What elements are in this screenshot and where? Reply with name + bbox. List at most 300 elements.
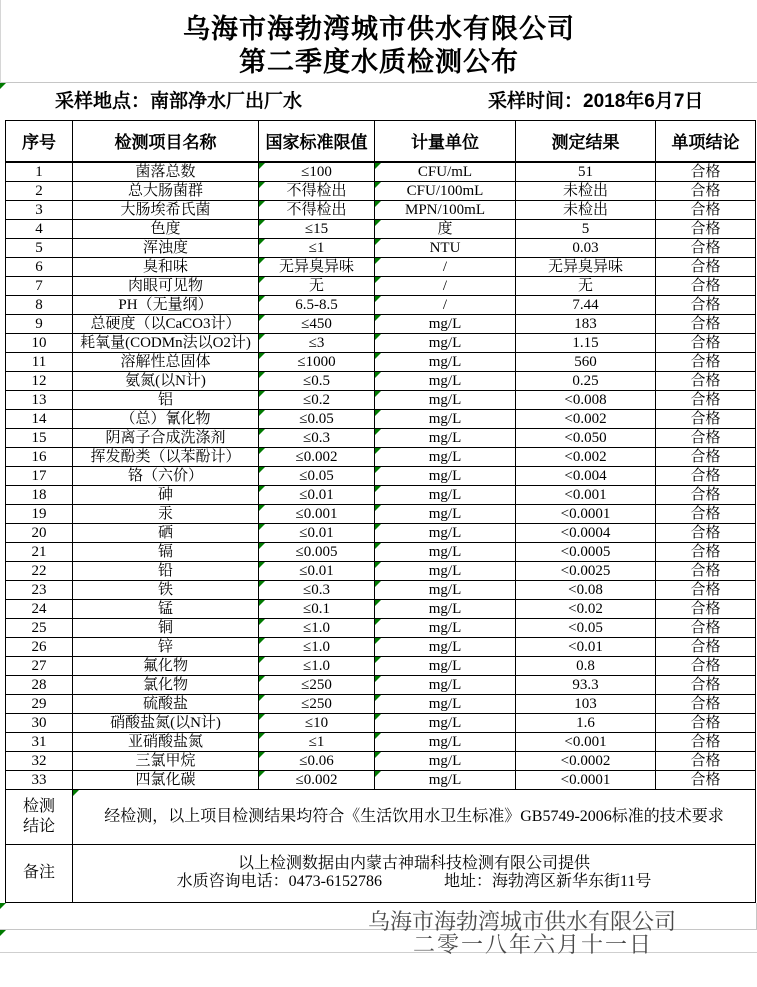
unit-value: mg/L — [428, 600, 462, 617]
cell-index: 13 — [6, 390, 73, 409]
cell-unit — [375, 352, 516, 371]
cell-conclusion: 合格 — [656, 314, 756, 333]
cell-standard-limit — [259, 504, 375, 523]
cell-index: 2 — [6, 181, 73, 200]
cell-indicator-icon — [375, 372, 381, 378]
table-row — [6, 656, 756, 675]
unit-value: mg/L — [428, 410, 462, 427]
cell-conclusion: 合格 — [656, 200, 756, 219]
cell-index: 17 — [6, 466, 73, 485]
cell-standard-limit — [259, 770, 375, 789]
cell-indicator-icon — [375, 581, 381, 587]
cell-index: 16 — [6, 447, 73, 466]
cell-indicator-icon — [375, 543, 381, 549]
unit-value: mg/L — [428, 733, 462, 750]
standard-limit-value: ≤0.01 — [299, 486, 334, 503]
table-row — [6, 314, 756, 333]
table-row — [6, 371, 756, 390]
cell-standard-limit — [259, 542, 375, 561]
cell-indicator-icon — [259, 258, 265, 264]
column-header-item-name: 检测项目名称 — [73, 121, 259, 162]
remark-address: 地址：海勃湾区新华东街11号 — [443, 873, 652, 890]
cell-index: 32 — [6, 751, 73, 770]
standard-limit-value: ≤0.002 — [295, 448, 338, 465]
table-row — [6, 333, 756, 352]
standard-limit-value: ≤3 — [308, 334, 325, 351]
cell-unit — [375, 637, 516, 656]
cell-indicator-icon — [0, 903, 6, 909]
cell-unit — [375, 409, 516, 428]
cell-indicator-icon — [375, 315, 381, 321]
unit-value: mg/L — [428, 391, 462, 408]
cell-index: 25 — [6, 618, 73, 637]
cell-indicator-icon — [259, 619, 265, 625]
standard-limit-value: ≤0.001 — [295, 505, 338, 522]
table-header — [6, 121, 756, 162]
cell-indicator-icon — [259, 182, 265, 188]
cell-indicator-icon — [375, 600, 381, 606]
cell-unit — [375, 390, 516, 409]
cell-indicator-icon — [375, 277, 381, 283]
unit-value: mg/L — [428, 429, 462, 446]
cell-unit — [375, 504, 516, 523]
cell-result: 7.44 — [516, 295, 656, 314]
cell-indicator-icon — [259, 220, 265, 226]
unit-value: mg/L — [428, 334, 462, 351]
cell-item-name: 铜 — [73, 618, 259, 637]
cell-indicator-icon — [73, 790, 79, 796]
cell-item-name: 总硬度（以CaCO3计） — [73, 314, 259, 333]
column-header-index: 序号 — [6, 121, 73, 162]
table-row — [6, 447, 756, 466]
table-row — [6, 732, 756, 751]
cell-indicator-icon — [259, 524, 265, 530]
standard-limit-value: ≤0.5 — [303, 372, 330, 389]
cell-indicator-icon — [0, 930, 6, 936]
cell-conclusion: 合格 — [656, 542, 756, 561]
standard-limit-value: ≤0.01 — [299, 562, 334, 579]
cell-result: 无异臭异味 — [516, 257, 656, 276]
standard-limit-value: ≤0.06 — [299, 752, 334, 769]
cell-result: <0.0025 — [516, 561, 656, 580]
cell-index: 18 — [6, 485, 73, 504]
cell-indicator-icon — [259, 505, 265, 511]
standard-limit-value: ≤0.2 — [303, 391, 330, 408]
remark-text-cell — [73, 844, 756, 902]
cell-indicator-icon — [259, 277, 265, 283]
unit-value: mg/L — [428, 638, 462, 655]
cell-indicator-icon — [259, 372, 265, 378]
cell-standard-limit — [259, 428, 375, 447]
table-row — [6, 390, 756, 409]
unit-value: mg/L — [428, 315, 462, 332]
cell-indicator-icon — [259, 296, 265, 302]
cell-unit — [375, 485, 516, 504]
cell-unit — [375, 238, 516, 257]
cell-indicator-icon — [259, 201, 265, 207]
cell-unit — [375, 219, 516, 238]
cell-unit — [375, 732, 516, 751]
standard-limit-value: ≤0.1 — [303, 600, 330, 617]
table-row — [6, 162, 756, 182]
conclusion-label-line1: 检测 — [22, 797, 55, 815]
cell-unit — [375, 257, 516, 276]
footer-date-row — [0, 930, 757, 957]
cell-result: <0.05 — [516, 618, 656, 637]
cell-indicator-icon — [375, 771, 381, 777]
cell-result: 103 — [516, 694, 656, 713]
cell-result: 0.25 — [516, 371, 656, 390]
cell-conclusion: 合格 — [656, 713, 756, 732]
cell-conclusion: 合格 — [656, 675, 756, 694]
remark-phone: 水质咨询电话：0473-6152786 — [176, 873, 382, 890]
footer-date: 二零一八年六月十一日 — [413, 931, 654, 957]
cell-item-name: 菌落总数 — [73, 162, 259, 182]
cell-indicator-icon — [259, 353, 265, 359]
cell-unit — [375, 694, 516, 713]
unit-value: / — [442, 277, 448, 294]
cell-standard-limit — [259, 238, 375, 257]
table-row — [6, 257, 756, 276]
cell-indicator-icon — [259, 752, 265, 758]
cell-unit — [375, 675, 516, 694]
cell-conclusion: 合格 — [656, 599, 756, 618]
cell-unit — [375, 447, 516, 466]
table-row — [6, 238, 756, 257]
cell-standard-limit — [259, 181, 375, 200]
cell-indicator-icon — [259, 543, 265, 549]
cell-standard-limit — [259, 580, 375, 599]
cell-result: 未检出 — [516, 181, 656, 200]
cell-standard-limit — [259, 599, 375, 618]
cell-unit — [375, 618, 516, 637]
cell-indicator-icon — [375, 486, 381, 492]
cell-conclusion: 合格 — [656, 770, 756, 789]
cell-standard-limit — [259, 390, 375, 409]
unit-value: mg/L — [428, 372, 462, 389]
cell-standard-limit — [259, 656, 375, 675]
cell-item-name: 氨氮(以N计) — [73, 371, 259, 390]
cell-result: 183 — [516, 314, 656, 333]
cell-result: <0.0002 — [516, 751, 656, 770]
cell-conclusion: 合格 — [656, 428, 756, 447]
table-row — [6, 295, 756, 314]
cell-index: 5 — [6, 238, 73, 257]
cell-standard-limit — [259, 314, 375, 333]
cell-standard-limit — [259, 466, 375, 485]
unit-value: mg/L — [428, 467, 462, 484]
cell-item-name: 铬（六价） — [73, 466, 259, 485]
cell-standard-limit — [259, 675, 375, 694]
unit-value: mg/L — [428, 771, 462, 788]
cell-indicator-icon — [375, 695, 381, 701]
table-row — [6, 466, 756, 485]
cell-conclusion: 合格 — [656, 219, 756, 238]
cell-conclusion: 合格 — [656, 732, 756, 751]
standard-limit-value: ≤0.05 — [299, 467, 334, 484]
cell-item-name: 硒 — [73, 523, 259, 542]
cell-index: 26 — [6, 637, 73, 656]
header-row — [6, 121, 756, 162]
cell-standard-limit — [259, 200, 375, 219]
standard-limit-value: ≤100 — [301, 163, 332, 180]
cell-indicator-icon — [375, 752, 381, 758]
standard-limit-value: ≤450 — [301, 315, 332, 332]
unit-value: CFU/mL — [417, 163, 473, 180]
cell-indicator-icon — [259, 391, 265, 397]
cell-conclusion: 合格 — [656, 352, 756, 371]
results-table — [5, 120, 756, 903]
cell-item-name: 铅 — [73, 561, 259, 580]
cell-standard-limit — [259, 618, 375, 637]
cell-indicator-icon — [259, 239, 265, 245]
cell-item-name: 总大肠菌群 — [73, 181, 259, 200]
standard-limit-value: ≤1.0 — [303, 657, 330, 674]
cell-conclusion: 合格 — [656, 751, 756, 770]
unit-value: mg/L — [428, 353, 462, 370]
cell-conclusion: 合格 — [656, 656, 756, 675]
cell-conclusion: 合格 — [656, 447, 756, 466]
standard-limit-value: 不得检出 — [286, 182, 347, 199]
cell-result: 未检出 — [516, 200, 656, 219]
cell-indicator-icon — [375, 410, 381, 416]
cell-unit — [375, 542, 516, 561]
table-row — [6, 409, 756, 428]
cell-index: 27 — [6, 656, 73, 675]
standard-limit-value: ≤1000 — [297, 353, 336, 370]
unit-value: mg/L — [428, 695, 462, 712]
cell-index: 24 — [6, 599, 73, 618]
cell-indicator-icon — [259, 562, 265, 568]
cell-indicator-icon — [375, 657, 381, 663]
cell-result: <0.0001 — [516, 770, 656, 789]
cell-conclusion: 合格 — [656, 181, 756, 200]
cell-standard-limit — [259, 751, 375, 770]
unit-value: mg/L — [428, 714, 462, 731]
cell-indicator-icon — [375, 258, 381, 264]
cell-unit — [375, 580, 516, 599]
unit-value: mg/L — [428, 752, 462, 769]
column-header-result: 测定结果 — [516, 121, 656, 162]
cell-indicator-icon — [259, 638, 265, 644]
cell-indicator-icon — [375, 524, 381, 530]
cell-indicator-icon — [259, 771, 265, 777]
cell-result: 1.6 — [516, 713, 656, 732]
standard-limit-value: ≤0.05 — [299, 410, 334, 427]
standard-limit-value: 不得检出 — [286, 201, 347, 218]
cell-unit — [375, 770, 516, 789]
unit-value: / — [442, 296, 448, 313]
table-row — [6, 561, 756, 580]
cell-index: 8 — [6, 295, 73, 314]
cell-conclusion: 合格 — [656, 561, 756, 580]
conclusion-text: 经检测，以上项目检测结果均符合《生活饮用水卫生标准》GB5749-2006标准的技术要求 — [104, 807, 724, 825]
cell-result: <0.002 — [516, 447, 656, 466]
cell-indicator-icon — [259, 695, 265, 701]
table-row — [6, 352, 756, 371]
cell-index: 22 — [6, 561, 73, 580]
conclusion-text-cell — [73, 789, 756, 844]
table-row — [6, 200, 756, 219]
cell-item-name: 溶解性总固体 — [73, 352, 259, 371]
cell-standard-limit — [259, 352, 375, 371]
cell-unit — [375, 333, 516, 352]
standard-limit-value: 6.5-8.5 — [295, 296, 338, 313]
table-row — [6, 580, 756, 599]
cell-result: <0.0005 — [516, 542, 656, 561]
table-row — [6, 713, 756, 732]
cell-result: <0.02 — [516, 599, 656, 618]
remark-provider-line: 以上检测数据由内蒙古神瑞科技检测有限公司提供 — [237, 855, 590, 872]
cell-conclusion: 合格 — [656, 409, 756, 428]
table-body — [6, 162, 756, 790]
cell-indicator-icon — [259, 163, 265, 169]
cell-result: 0.8 — [516, 656, 656, 675]
cell-standard-limit — [259, 561, 375, 580]
cell-result: 1.15 — [516, 333, 656, 352]
table-row — [6, 694, 756, 713]
sampling-location-label: 采样地点：南部净水厂出厂水 — [55, 91, 303, 112]
cell-indicator-icon — [375, 334, 381, 340]
table-row — [6, 770, 756, 789]
page-title-line2: 第二季度水质检测公布 — [239, 47, 519, 77]
sampling-time-label: 采样时间：2018年6月7日 — [488, 91, 704, 112]
cell-index: 4 — [6, 219, 73, 238]
cell-conclusion: 合格 — [656, 637, 756, 656]
cell-conclusion: 合格 — [656, 485, 756, 504]
table-row — [6, 599, 756, 618]
cell-unit — [375, 314, 516, 333]
cell-index: 33 — [6, 770, 73, 789]
standard-limit-value: ≤0.3 — [303, 429, 330, 446]
cell-item-name: （总）氰化物 — [73, 409, 259, 428]
cell-indicator-icon — [375, 391, 381, 397]
cell-unit — [375, 599, 516, 618]
cell-conclusion: 合格 — [656, 580, 756, 599]
unit-value: 度 — [437, 220, 453, 237]
cell-standard-limit — [259, 694, 375, 713]
cell-index: 11 — [6, 352, 73, 371]
cell-indicator-icon — [375, 505, 381, 511]
cell-indicator-icon — [375, 638, 381, 644]
unit-value: / — [442, 258, 448, 275]
column-header-conclusion: 单项结论 — [656, 121, 756, 162]
cell-standard-limit — [259, 713, 375, 732]
cell-conclusion: 合格 — [656, 390, 756, 409]
cell-item-name: 耗氧量(CODMn法以O2计) — [73, 333, 259, 352]
standard-limit-value: ≤1.0 — [303, 638, 330, 655]
remark-row — [6, 844, 756, 902]
cell-standard-limit — [259, 295, 375, 314]
cell-result: 51 — [516, 162, 656, 182]
cell-item-name: 锌 — [73, 637, 259, 656]
cell-indicator-icon — [375, 163, 381, 169]
table-row — [6, 276, 756, 295]
title-block — [0, 0, 757, 83]
cell-indicator-icon — [259, 581, 265, 587]
cell-unit — [375, 466, 516, 485]
cell-item-name: 臭和味 — [73, 257, 259, 276]
cell-item-name: 肉眼可见物 — [73, 276, 259, 295]
cell-indicator-icon — [375, 220, 381, 226]
table-row — [6, 181, 756, 200]
cell-conclusion: 合格 — [656, 257, 756, 276]
cell-index: 1 — [6, 162, 73, 182]
cell-result: 0.03 — [516, 238, 656, 257]
cell-item-name: 汞 — [73, 504, 259, 523]
cell-result: <0.001 — [516, 485, 656, 504]
cell-conclusion: 合格 — [656, 162, 756, 182]
cell-unit — [375, 428, 516, 447]
cell-unit — [375, 656, 516, 675]
cell-indicator-icon — [375, 239, 381, 245]
cell-conclusion: 合格 — [656, 238, 756, 257]
cell-result: <0.0001 — [516, 504, 656, 523]
cell-indicator-icon — [375, 467, 381, 473]
cell-indicator-icon — [259, 410, 265, 416]
cell-index: 15 — [6, 428, 73, 447]
unit-value: MPN/100mL — [404, 201, 485, 218]
cell-unit — [375, 276, 516, 295]
table-row — [6, 618, 756, 637]
cell-item-name: 四氯化碳 — [73, 770, 259, 789]
unit-value: mg/L — [428, 448, 462, 465]
cell-indicator-icon — [375, 296, 381, 302]
cell-conclusion: 合格 — [656, 333, 756, 352]
cell-index: 20 — [6, 523, 73, 542]
cell-conclusion: 合格 — [656, 523, 756, 542]
column-header-unit: 计量单位 — [375, 121, 516, 162]
table-row — [6, 485, 756, 504]
cell-indicator-icon — [375, 562, 381, 568]
cell-item-name: 硝酸盐氮(以N计) — [73, 713, 259, 732]
cell-index: 12 — [6, 371, 73, 390]
cell-conclusion: 合格 — [656, 295, 756, 314]
table-row — [6, 542, 756, 561]
cell-item-name: 硫酸盐 — [73, 694, 259, 713]
cell-item-name: 亚硝酸盐氮 — [73, 732, 259, 751]
cell-item-name: 镉 — [73, 542, 259, 561]
cell-conclusion: 合格 — [656, 371, 756, 390]
unit-value: mg/L — [428, 657, 462, 674]
cell-index: 23 — [6, 580, 73, 599]
cell-unit — [375, 751, 516, 770]
unit-value: CFU/100mL — [406, 182, 484, 199]
cell-item-name: 铝 — [73, 390, 259, 409]
cell-indicator-icon — [259, 600, 265, 606]
standard-limit-value: ≤0.002 — [295, 771, 338, 788]
cell-item-name: PH（无量纲） — [73, 295, 259, 314]
cell-indicator-icon — [259, 429, 265, 435]
standard-limit-value: 无异臭异味 — [278, 258, 354, 275]
cell-result: 5 — [516, 219, 656, 238]
cell-unit — [375, 162, 516, 182]
cell-index: 21 — [6, 542, 73, 561]
cell-indicator-icon — [375, 353, 381, 359]
cell-standard-limit — [259, 257, 375, 276]
cell-index: 31 — [6, 732, 73, 751]
cell-standard-limit — [259, 485, 375, 504]
unit-value: mg/L — [428, 505, 462, 522]
cell-item-name: 色度 — [73, 219, 259, 238]
unit-value: mg/L — [428, 581, 462, 598]
remark-label-cell: 备注 — [6, 844, 73, 902]
cell-unit — [375, 295, 516, 314]
cell-indicator-icon — [375, 429, 381, 435]
standard-limit-value: ≤1 — [308, 239, 325, 256]
unit-value: mg/L — [428, 543, 462, 560]
cell-item-name: 砷 — [73, 485, 259, 504]
